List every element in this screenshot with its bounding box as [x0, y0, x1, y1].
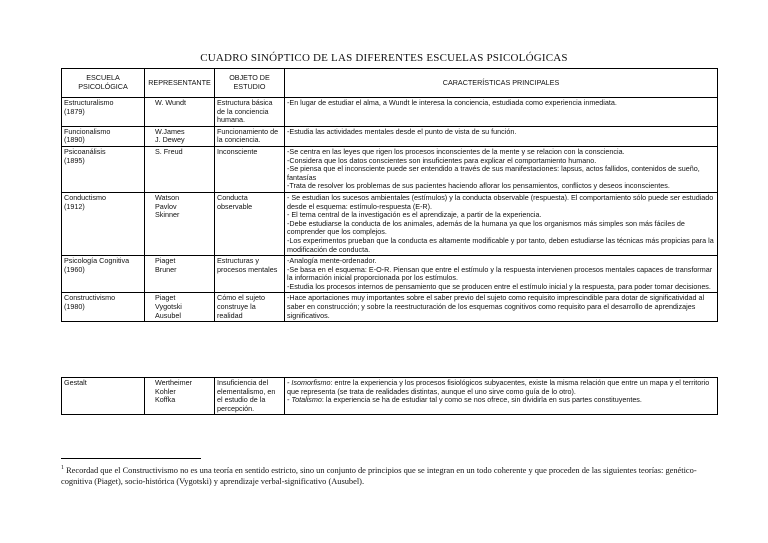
representative: J. Dewey: [155, 135, 185, 145]
term-totalismo: - Totalismo: [287, 395, 322, 405]
table-row: [62, 126, 718, 146]
characteristic-item: [287, 379, 715, 396]
cell-escuela: [62, 98, 145, 127]
characteristic-item: -Debe estudiarse la conducta de los animales, además de la humana ya que los organismos más simples son más fáciles de comprender que los complejos.: [287, 218, 685, 237]
cell-caracteristicas: [285, 378, 718, 415]
cell-objeto: Inconsciente: [215, 146, 285, 192]
table-row: [62, 98, 718, 127]
table-row: [62, 256, 718, 293]
cell-representante: [145, 98, 215, 127]
representative: Pavlov: [155, 201, 177, 211]
table-header-row: [62, 69, 718, 98]
school-name: Psicología Cognitiva: [64, 256, 130, 266]
characteristic-item: -Trata de resolver los problemas de sus pacientes haciendo aflorar los pensamientos, conflictos y deseos inconscientes.: [287, 181, 670, 191]
school-name: Conductismo: [64, 192, 106, 202]
cell-objeto: Funcionamiento de la conciencia.: [215, 126, 285, 146]
cell-representante: [145, 126, 215, 146]
gestalt-table: [61, 377, 718, 415]
cell-objeto: Estructura básica de la conciencia humana.: [215, 98, 285, 127]
characteristic-item: -Hace aportaciones muy importantes sobre el saber previo del sujeto como requisito imprescindible para dotar de significatividad al saber en construcción; y sobre la reestructuración de los esquemas cognitivos como requisito para el desarrollo de aprendizajes significativos.: [287, 293, 705, 320]
cell-escuela: [62, 293, 145, 322]
representative: Koffka: [155, 395, 176, 405]
cell-objeto: Insuficiencia del elementalismo, en el estudio de la percepción.: [215, 378, 285, 415]
cell-representante: [145, 146, 215, 192]
cell-caracteristicas: [285, 192, 718, 255]
characteristic-item: -Se centra en las leyes que rigen los procesos inconscientes de la mente y se relacion con la consciencia.: [287, 146, 625, 156]
representative: Piaget: [155, 293, 176, 303]
table-row: [62, 192, 718, 255]
header-escuela: ESCUELA PSICOLÓGICA: [62, 69, 145, 98]
school-name: Funcionalismo: [64, 126, 111, 136]
table-row: [62, 146, 718, 192]
characteristic-text: : entre la experiencia y los procesos fisiológicos subyacentes, existe la misma relación que entre un mapa y el territorio que representa (se trata de realidades distintas, aunque el uno sirve como guía de lo otro).: [287, 378, 710, 396]
cell-representante: [145, 293, 215, 322]
characteristic-item: -Se piensa que el inconsciente puede ser entendido a través de sus manifestaciones: lapsus, actos fallidos, contenidos de sueño, fantasías: [287, 164, 700, 182]
characteristic-item: -Estudia los procesos internos de pensamiento que se producen entre el estímulo inicial y la respuesta, para poder tomar decisiones.: [287, 281, 711, 291]
representative: W.James: [155, 126, 185, 136]
school-name: Psicoanálisis: [64, 146, 106, 156]
header-representante: REPRESENTANTE: [145, 69, 215, 98]
characteristic-item: -Se basa en el esquema: E-O-R. Piensan que entre el estímulo y la respuesta intervienen procesos mentales capaces de transformar la información inicial proporcionada por los estímulos.: [287, 264, 713, 283]
characteristic-item: -En lugar de estudiar el alma, a Wundt le interesa la conciencia, estudiada como experiencia inmediata.: [287, 98, 617, 107]
representative: Vygotski: [155, 302, 182, 312]
cell-escuela: [62, 378, 145, 415]
representative: Skinner: [155, 210, 180, 220]
cell-representante: [145, 378, 215, 415]
characteristic-item: - El tema central de la investigación es el aprendizaje, a partir de la experiencia.: [287, 210, 542, 220]
footnote-mark: 1: [61, 465, 64, 471]
representative: W. Wundt: [155, 98, 187, 107]
schools-table: [61, 68, 718, 322]
school-year: (1912): [64, 201, 85, 211]
term-isomorfismo: - Isomorfismo: [287, 378, 331, 387]
characteristic-item: -Estudia las actividades mentales desde el punto de vista de su función.: [287, 126, 517, 136]
header-caracteristicas: CARACTERÍSTICAS PRINCIPALES: [285, 69, 718, 98]
footnote-divider: [61, 458, 201, 459]
school-name: Constructivismo: [64, 293, 116, 303]
school-year: (1960): [64, 264, 85, 274]
footnote-text: Recordad que el Constructivismo no es una teoría en sentido estricto, sino un conjunto de principios que se integran en un todo coherente y que proceden de las siguientes teorías: genético-cognitiva (Piaget), socio-histórica (Vygotski) y aprendizaje verbal-significativo (Ausubel).: [61, 465, 697, 486]
representative: Ausubel: [155, 310, 181, 320]
cell-caracteristicas: [285, 98, 718, 127]
cell-escuela: [62, 126, 145, 146]
cell-representante: [145, 192, 215, 255]
school-name: Estructuralismo: [64, 98, 114, 107]
cell-caracteristicas: [285, 146, 718, 192]
characteristic-text: : la experiencia se ha de estudiar tal y como se nos ofrece, sin dividirla en sus partes constituyentes.: [321, 395, 642, 405]
cell-caracteristicas: [285, 126, 718, 146]
table-row-gestalt: [62, 378, 718, 415]
footnote: [61, 463, 711, 487]
cell-representante: [145, 256, 215, 293]
page-title: CUADRO SINÓPTICO DE LAS DIFERENTES ESCUELAS PSICOLÓGICAS: [200, 52, 568, 64]
cell-caracteristicas: [285, 256, 718, 293]
table-body: [62, 98, 718, 322]
cell-escuela: [62, 256, 145, 293]
cell-objeto: Cómo el sujeto construye la realidad: [215, 293, 285, 322]
school-year: (1895): [64, 155, 85, 165]
cell-escuela: [62, 146, 145, 192]
cell-escuela: [62, 192, 145, 255]
school-name: Gestalt: [64, 378, 87, 387]
school-year: (1879): [64, 106, 85, 116]
characteristic-item: [287, 396, 715, 405]
school-year: (1890): [64, 135, 85, 145]
representative: S. Freud: [155, 146, 183, 156]
cell-objeto: Conducta observable: [215, 192, 285, 255]
representative: Kohler: [155, 386, 176, 396]
cell-caracteristicas: [285, 293, 718, 322]
cell-objeto: Estructuras y procesos mentales: [215, 256, 285, 293]
header-objeto: OBJETO DE ESTUDIO: [215, 69, 285, 98]
table-row: [62, 293, 718, 322]
representative: Wertheimer: [155, 378, 193, 387]
characteristic-item: -Analogía mente-ordenador.: [287, 256, 377, 266]
representative: Watson: [155, 192, 180, 202]
representative: Piaget: [155, 256, 176, 266]
representative: Bruner: [155, 264, 177, 274]
school-year: (1980): [64, 302, 85, 312]
characteristic-item: -Los experimentos prueban que la conducta es altamente modificable y por tanto, deben estudiarse las técnicas más propicias para la modificación de conducta.: [287, 235, 714, 254]
characteristic-item: -Considera que los datos conscientes son insuficientes para explicar el comportamiento humano.: [287, 155, 597, 165]
characteristic-item: - Se estudian los sucesos ambientales (estímulos) y la conducta observable (respuesta). El comportamiento sólo puede ser estudiado desde el esquema: estímulo-respuesta (E-R).: [287, 192, 714, 211]
